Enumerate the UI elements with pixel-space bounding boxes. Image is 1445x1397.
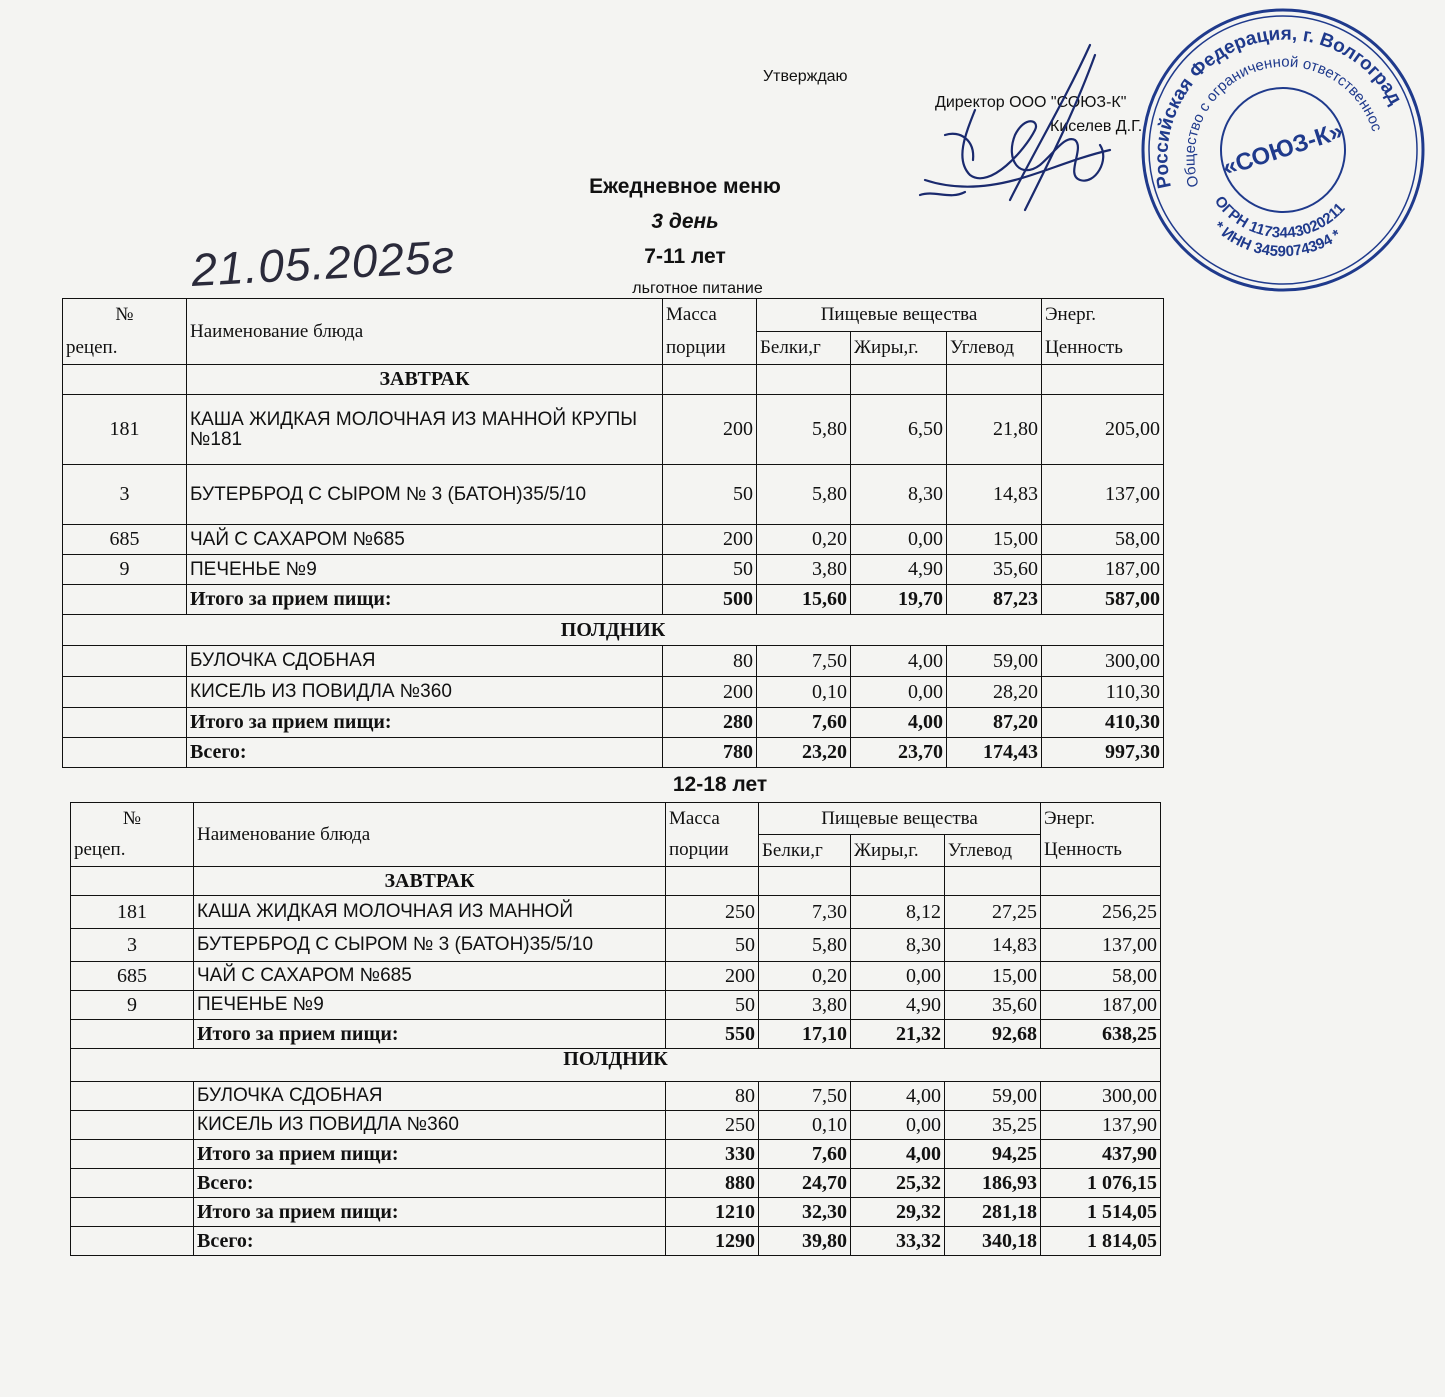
total-mass: 500 bbox=[663, 585, 757, 615]
empty-cell bbox=[71, 867, 194, 896]
empty-cell bbox=[71, 1140, 194, 1169]
total-carbs: 94,25 bbox=[945, 1140, 1041, 1169]
fat: 6,50 bbox=[851, 395, 947, 465]
empty-cell bbox=[71, 1020, 194, 1049]
energy: 137,00 bbox=[1041, 929, 1161, 962]
energy: 300,00 bbox=[1042, 646, 1164, 677]
header-dish-name: Наименование блюда bbox=[187, 299, 663, 365]
energy: 58,00 bbox=[1042, 525, 1164, 555]
page-title: Ежедневное меню bbox=[589, 175, 781, 198]
header-recipe-num: № bbox=[63, 299, 187, 332]
carbs: 35,25 bbox=[945, 1111, 1041, 1140]
total-row bbox=[71, 1020, 1161, 1049]
mass: 250 bbox=[666, 896, 759, 929]
fat: 8,30 bbox=[851, 929, 945, 962]
fat: 4,90 bbox=[851, 991, 945, 1020]
mass: 250 bbox=[666, 1111, 759, 1140]
grand-total-label: Всего: bbox=[194, 1169, 666, 1198]
section-snack: ПОЛДНИК bbox=[71, 1049, 1161, 1082]
director-name: Киселев Д.Г. bbox=[1050, 118, 1143, 135]
protein: 3,80 bbox=[759, 991, 851, 1020]
table-row bbox=[63, 395, 1164, 465]
header-protein: Белки,г bbox=[759, 835, 851, 867]
header-fat: Жиры,г. bbox=[851, 332, 947, 365]
carbs: 59,00 bbox=[945, 1082, 1041, 1111]
energy: 187,00 bbox=[1042, 555, 1164, 585]
dish-name: КИСЕЛЬ ИЗ ПОВИДЛА №360 bbox=[194, 1111, 666, 1140]
header-mass: Масса bbox=[666, 803, 759, 835]
empty-cell bbox=[63, 365, 187, 395]
dish-name: ПЕЧЕНЬЕ №9 bbox=[194, 991, 666, 1020]
table-row bbox=[71, 1111, 1161, 1140]
mass: 200 bbox=[663, 677, 757, 708]
header-portion: порции bbox=[663, 332, 757, 365]
empty-cell bbox=[71, 1169, 194, 1198]
dish-name: БУТЕРБРОД С СЫРОМ № 3 (БАТОН)35/5/10 bbox=[187, 465, 663, 525]
header-energy: Энерг. bbox=[1041, 803, 1161, 835]
approve-label: Утверждаю bbox=[763, 68, 848, 85]
table-row bbox=[63, 555, 1164, 585]
recipe-num: 3 bbox=[71, 929, 194, 962]
protein: 0,20 bbox=[759, 962, 851, 991]
total-carbs: 92,68 bbox=[945, 1020, 1041, 1049]
signature-icon bbox=[915, 40, 1125, 220]
header-recipe-num: № bbox=[71, 803, 194, 835]
table-row bbox=[71, 1082, 1161, 1111]
section-breakfast: ЗАВТРАК bbox=[194, 867, 666, 896]
grand-total-fat: 23,70 bbox=[851, 738, 947, 768]
empty-cell bbox=[851, 365, 947, 395]
summary-row bbox=[71, 1227, 1161, 1256]
recipe-num bbox=[71, 1082, 194, 1111]
dish-name: ЧАЙ С САХАРОМ №685 bbox=[187, 525, 663, 555]
recipe-num: 181 bbox=[71, 896, 194, 929]
header-nutrients: Пищевые вещества bbox=[759, 803, 1041, 835]
total-energy: 638,25 bbox=[1041, 1020, 1161, 1049]
empty-cell bbox=[947, 365, 1042, 395]
table-row bbox=[71, 929, 1161, 962]
summary-carbs: 340,18 bbox=[945, 1227, 1041, 1256]
grand-total-mass: 780 bbox=[663, 738, 757, 768]
carbs: 15,00 bbox=[947, 525, 1042, 555]
energy: 137,00 bbox=[1042, 465, 1164, 525]
grand-total-carbs: 174,43 bbox=[947, 738, 1042, 768]
empty-cell bbox=[851, 867, 945, 896]
age-group-1-label: 7-11 лет bbox=[644, 245, 726, 268]
dish-name: ЧАЙ С САХАРОМ №685 bbox=[194, 962, 666, 991]
fat: 0,00 bbox=[851, 1111, 945, 1140]
energy: 205,00 bbox=[1042, 395, 1164, 465]
header-nutrients: Пищевые вещества bbox=[757, 299, 1042, 332]
summary-protein: 32,30 bbox=[759, 1198, 851, 1227]
summary-label: Итого за прием пищи: bbox=[194, 1198, 666, 1227]
recipe-num: 3 bbox=[63, 465, 187, 525]
total-protein: 7,60 bbox=[759, 1140, 851, 1169]
summary-fat: 33,32 bbox=[851, 1227, 945, 1256]
fat: 4,00 bbox=[851, 1082, 945, 1111]
company-seal-icon bbox=[1122, 0, 1440, 300]
protein: 7,50 bbox=[759, 1082, 851, 1111]
carbs: 27,25 bbox=[945, 896, 1041, 929]
mass: 200 bbox=[663, 525, 757, 555]
energy: 110,30 bbox=[1042, 677, 1164, 708]
mass: 50 bbox=[663, 555, 757, 585]
grand-total-protein: 23,20 bbox=[757, 738, 851, 768]
age-group-2-label: 12-18 лет bbox=[672, 773, 768, 796]
total-label: Итого за прием пищи: bbox=[187, 585, 663, 615]
protein: 0,10 bbox=[759, 1111, 851, 1140]
summary-mass: 1290 bbox=[666, 1227, 759, 1256]
svg-text:ОГРН 1173443020211: ОГРН 1173443020211 bbox=[1210, 192, 1349, 242]
carbs: 35,60 bbox=[945, 991, 1041, 1020]
header-energy-value: Ценность bbox=[1042, 332, 1164, 365]
header-fat: Жиры,г. bbox=[851, 835, 945, 867]
summary-label: Всего: bbox=[194, 1227, 666, 1256]
mass: 50 bbox=[666, 929, 759, 962]
table-row bbox=[63, 677, 1164, 708]
dish-name: КАША ЖИДКАЯ МОЛОЧНАЯ ИЗ МАННОЙ КРУПЫ №181 bbox=[187, 395, 663, 465]
total-protein: 17,10 bbox=[759, 1020, 851, 1049]
mass: 50 bbox=[666, 991, 759, 1020]
carbs: 15,00 bbox=[945, 962, 1041, 991]
table-row bbox=[71, 962, 1161, 991]
grand-total-carbs: 186,93 bbox=[945, 1169, 1041, 1198]
empty-cell bbox=[63, 585, 187, 615]
protein: 0,10 bbox=[757, 677, 851, 708]
energy: 300,00 bbox=[1041, 1082, 1161, 1111]
empty-cell bbox=[666, 867, 759, 896]
total-energy: 410,30 bbox=[1042, 708, 1164, 738]
header-carbs: Углевод bbox=[945, 835, 1041, 867]
recipe-num bbox=[63, 646, 187, 677]
mass: 200 bbox=[663, 395, 757, 465]
total-energy: 437,90 bbox=[1041, 1140, 1161, 1169]
summary-energy: 1 514,05 bbox=[1041, 1198, 1161, 1227]
menu-table-7-11 bbox=[62, 298, 1164, 768]
mass: 80 bbox=[666, 1082, 759, 1111]
protein: 7,50 bbox=[757, 646, 851, 677]
energy: 58,00 bbox=[1041, 962, 1161, 991]
protein: 7,30 bbox=[759, 896, 851, 929]
total-fat: 4,00 bbox=[851, 1140, 945, 1169]
protein: 0,20 bbox=[757, 525, 851, 555]
section-snack: ПОЛДНИК bbox=[63, 615, 1164, 646]
header-energy-value: Ценность bbox=[1041, 835, 1161, 867]
dish-name: КАША ЖИДКАЯ МОЛОЧНАЯ ИЗ МАННОЙ bbox=[194, 896, 666, 929]
summary-protein: 39,80 bbox=[759, 1227, 851, 1256]
fat: 4,90 bbox=[851, 555, 947, 585]
energy: 137,90 bbox=[1041, 1111, 1161, 1140]
total-carbs: 87,23 bbox=[947, 585, 1042, 615]
fat: 0,00 bbox=[851, 962, 945, 991]
header-recipe-label: рецеп. bbox=[63, 332, 187, 365]
mass: 50 bbox=[663, 465, 757, 525]
protein: 3,80 bbox=[757, 555, 851, 585]
total-row bbox=[71, 1140, 1161, 1169]
recipe-num bbox=[63, 677, 187, 708]
protein: 5,80 bbox=[757, 395, 851, 465]
menu-table-12-18 bbox=[70, 802, 1161, 1256]
header-carbs: Углевод bbox=[947, 332, 1042, 365]
summary-carbs: 281,18 bbox=[945, 1198, 1041, 1227]
protein: 5,80 bbox=[759, 929, 851, 962]
total-row bbox=[63, 708, 1164, 738]
total-carbs: 87,20 bbox=[947, 708, 1042, 738]
recipe-num: 181 bbox=[63, 395, 187, 465]
fat: 8,12 bbox=[851, 896, 945, 929]
summary-row bbox=[71, 1198, 1161, 1227]
total-fat: 19,70 bbox=[851, 585, 947, 615]
empty-cell bbox=[945, 867, 1041, 896]
header-protein: Белки,г bbox=[757, 332, 851, 365]
director-label: Директор ООО "СОЮЗ-К" bbox=[935, 94, 1127, 111]
fat: 0,00 bbox=[851, 677, 947, 708]
benefit-label: льготное питание bbox=[632, 280, 763, 297]
carbs: 21,80 bbox=[947, 395, 1042, 465]
table-row bbox=[63, 465, 1164, 525]
grand-total-energy: 997,30 bbox=[1042, 738, 1164, 768]
table-row bbox=[71, 896, 1161, 929]
total-label: Итого за прием пищи: bbox=[194, 1020, 666, 1049]
dish-name: КИСЕЛЬ ИЗ ПОВИДЛА №360 bbox=[187, 677, 663, 708]
carbs: 35,60 bbox=[947, 555, 1042, 585]
total-row bbox=[63, 585, 1164, 615]
fat: 0,00 bbox=[851, 525, 947, 555]
recipe-num: 685 bbox=[71, 962, 194, 991]
svg-text:Российская Федерация, г. Волго: Российская Федерация, г. Волгоград bbox=[1151, 23, 1406, 191]
total-fat: 21,32 bbox=[851, 1020, 945, 1049]
recipe-num bbox=[71, 1111, 194, 1140]
table-row bbox=[71, 991, 1161, 1020]
dish-name: БУТЕРБРОД С СЫРОМ № 3 (БАТОН)35/5/10 bbox=[194, 929, 666, 962]
protein: 5,80 bbox=[757, 465, 851, 525]
section-breakfast: ЗАВТРАК bbox=[187, 365, 663, 395]
total-protein: 15,60 bbox=[757, 585, 851, 615]
header-recipe-label: рецеп. bbox=[71, 835, 194, 867]
header-energy: Энерг. bbox=[1042, 299, 1164, 332]
total-label: Итого за прием пищи: bbox=[187, 708, 663, 738]
empty-cell bbox=[759, 867, 851, 896]
carbs: 14,83 bbox=[945, 929, 1041, 962]
total-mass: 330 bbox=[666, 1140, 759, 1169]
grand-total-protein: 24,70 bbox=[759, 1169, 851, 1198]
carbs: 59,00 bbox=[947, 646, 1042, 677]
recipe-num: 9 bbox=[63, 555, 187, 585]
recipe-num: 9 bbox=[71, 991, 194, 1020]
total-protein: 7,60 bbox=[757, 708, 851, 738]
dish-name: БУЛОЧКА СДОБНАЯ bbox=[194, 1082, 666, 1111]
empty-cell bbox=[71, 1227, 194, 1256]
mass: 80 bbox=[663, 646, 757, 677]
table-row bbox=[63, 525, 1164, 555]
summary-fat: 29,32 bbox=[851, 1198, 945, 1227]
recipe-num: 685 bbox=[63, 525, 187, 555]
summary-energy: 1 814,05 bbox=[1041, 1227, 1161, 1256]
handwritten-date: 21.05.2025г bbox=[190, 230, 457, 296]
header-dish-name: Наименование блюда bbox=[194, 803, 666, 867]
summary-mass: 1210 bbox=[666, 1198, 759, 1227]
empty-cell bbox=[63, 738, 187, 768]
fat: 8,30 bbox=[851, 465, 947, 525]
empty-cell bbox=[1041, 867, 1161, 896]
total-fat: 4,00 bbox=[851, 708, 947, 738]
day-label: 3 день bbox=[651, 210, 719, 233]
energy: 187,00 bbox=[1041, 991, 1161, 1020]
empty-cell bbox=[663, 365, 757, 395]
grand-total-label: Всего: bbox=[187, 738, 663, 768]
table-row bbox=[63, 646, 1164, 677]
energy: 256,25 bbox=[1041, 896, 1161, 929]
grand-total-energy: 1 076,15 bbox=[1041, 1169, 1161, 1198]
total-mass: 280 bbox=[663, 708, 757, 738]
svg-text:Общество с ограниченной ответс: Общество с ограниченной ответственностью bbox=[1181, 53, 1386, 190]
empty-cell bbox=[63, 708, 187, 738]
header-portion: порции bbox=[666, 835, 759, 867]
dish-name: БУЛОЧКА СДОБНАЯ bbox=[187, 646, 663, 677]
header-mass: Масса bbox=[663, 299, 757, 332]
dish-name: ПЕЧЕНЬЕ №9 bbox=[187, 555, 663, 585]
total-label: Итого за прием пищи: bbox=[194, 1140, 666, 1169]
carbs: 28,20 bbox=[947, 677, 1042, 708]
total-energy: 587,00 bbox=[1042, 585, 1164, 615]
mass: 200 bbox=[666, 962, 759, 991]
grand-total-row bbox=[71, 1169, 1161, 1198]
grand-total-mass: 880 bbox=[666, 1169, 759, 1198]
fat: 4,00 bbox=[851, 646, 947, 677]
svg-text:* ИНН 3459074394 *: * ИНН 3459074394 * bbox=[1210, 218, 1345, 261]
grand-total-fat: 25,32 bbox=[851, 1169, 945, 1198]
total-mass: 550 bbox=[666, 1020, 759, 1049]
svg-text:«СОЮЗ-К»: «СОЮЗ-К» bbox=[1219, 117, 1347, 182]
empty-cell bbox=[757, 365, 851, 395]
carbs: 14,83 bbox=[947, 465, 1042, 525]
grand-total-row bbox=[63, 738, 1164, 768]
empty-cell bbox=[1042, 365, 1164, 395]
empty-cell bbox=[71, 1198, 194, 1227]
